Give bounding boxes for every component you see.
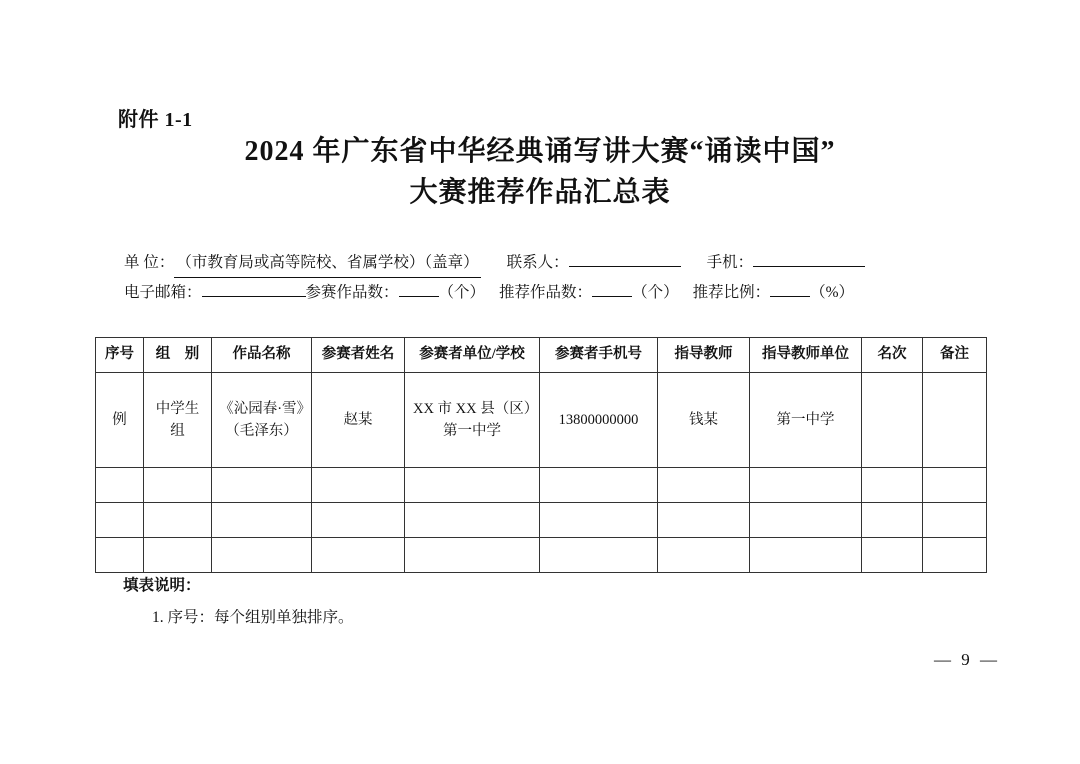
entry-count-label: 参赛作品数： [305, 284, 399, 302]
cell-instructor[interactable] [658, 538, 750, 573]
cell-work-title[interactable] [212, 468, 312, 503]
unit-value: （市教育局或高等院校、省属学校）（盖章） [174, 248, 480, 278]
email-label: 电子邮箱： [124, 284, 202, 302]
cell-participant-name[interactable] [312, 373, 405, 468]
cell-instructor-unit[interactable] [750, 538, 862, 573]
cell-group[interactable] [144, 468, 212, 503]
cell-instructor-unit[interactable] [750, 503, 862, 538]
th-participant-unit: 参赛者单位/学校 [405, 338, 540, 373]
title-line-1: 2024 年广东省中华经典诵写讲大赛“诵读中国” [244, 136, 836, 167]
cell-rank[interactable] [862, 503, 923, 538]
cell-instructor-unit[interactable] [750, 373, 862, 468]
form-meta-block [124, 248, 984, 308]
th-remark: 备注 [923, 338, 987, 373]
cell-rank[interactable] [862, 468, 923, 503]
contact-label: 联系人： [506, 254, 569, 271]
attachment-label: 附件 1-1 [118, 109, 193, 131]
title-line-2: 大赛推荐作品汇总表 [409, 176, 671, 208]
th-index: 序号 [96, 338, 144, 373]
entry-count-unit: （个） [438, 284, 486, 302]
unit-label: 单 位： [124, 254, 175, 271]
cell-index[interactable] [96, 503, 144, 538]
th-work-title: 作品名称 [212, 338, 312, 373]
cell-work-title[interactable] [212, 503, 312, 538]
cell-participant-unit[interactable] [405, 503, 540, 538]
cell-remark[interactable] [923, 503, 987, 538]
cell-text: 赵某 [343, 411, 373, 428]
th-rank: 名次 [862, 338, 923, 373]
cell-work-title[interactable] [212, 373, 312, 468]
recommendation-table [95, 337, 987, 573]
cell-rank[interactable] [862, 538, 923, 573]
cell-group[interactable] [144, 373, 212, 468]
page-title [120, 132, 960, 213]
notes-item-1: 1. 序号：每个组别单独排序。 [152, 609, 354, 626]
cell-text: 钱某 [689, 411, 718, 428]
table-row [96, 503, 987, 538]
cell-text: 《沁园春·雪》（毛泽东） [219, 400, 304, 439]
cell-remark[interactable] [923, 373, 987, 468]
ratio-unit: （%） [810, 284, 855, 302]
meta-row-1 [124, 248, 984, 278]
mobile-field[interactable] [753, 266, 865, 267]
cell-work-title[interactable] [212, 538, 312, 573]
th-instructor-unit: 指导教师单位 [750, 338, 862, 373]
cell-remark[interactable] [923, 538, 987, 573]
cell-group[interactable] [144, 538, 212, 573]
cell-text: 中学生组 [155, 400, 200, 439]
cell-remark[interactable] [923, 468, 987, 503]
cell-participant-phone[interactable] [540, 503, 658, 538]
notes-title: 填表说明： [123, 577, 201, 594]
recommend-count-unit: （个） [632, 284, 679, 302]
mobile-label: 手机： [706, 254, 754, 271]
cell-participant-name[interactable] [312, 538, 405, 573]
cell-instructor[interactable] [658, 373, 750, 468]
cell-instructor[interactable] [658, 503, 750, 538]
cell-text: 例 [112, 411, 127, 428]
cell-instructor-unit[interactable] [750, 468, 862, 503]
cell-rank[interactable] [862, 373, 923, 468]
cell-participant-phone[interactable] [540, 373, 658, 468]
recommend-count-label: 推荐作品数： [499, 284, 593, 302]
contact-field[interactable] [569, 266, 681, 267]
ratio-label: 推荐比例： [692, 284, 771, 302]
table-row [96, 468, 987, 503]
th-participant-phone: 参赛者手机号 [540, 338, 658, 373]
cell-index[interactable] [96, 373, 144, 468]
cell-participant-unit[interactable] [405, 538, 540, 573]
cell-group[interactable] [144, 503, 212, 538]
cell-index[interactable] [96, 468, 144, 503]
ratio-field[interactable] [770, 296, 810, 297]
cell-participant-name[interactable] [312, 468, 405, 503]
recommend-count-field[interactable] [592, 296, 632, 297]
entry-count-field[interactable] [399, 296, 439, 297]
cell-text: XX 市 XX 县（区）第一中学 [412, 400, 531, 439]
cell-text: 13800000000 [558, 411, 639, 428]
cell-instructor[interactable] [658, 468, 750, 503]
email-field[interactable] [202, 296, 306, 297]
table-header-row [96, 338, 987, 373]
cell-participant-unit[interactable] [405, 373, 540, 468]
th-instructor: 指导教师 [658, 338, 750, 373]
cell-index[interactable] [96, 538, 144, 573]
cell-participant-phone[interactable] [540, 468, 658, 503]
page-number: — 9 — [934, 650, 1000, 669]
th-group: 组 别 [144, 338, 212, 373]
cell-participant-name[interactable] [312, 503, 405, 538]
cell-participant-unit[interactable] [405, 468, 540, 503]
th-participant-name: 参赛者姓名 [312, 338, 405, 373]
table-row [96, 538, 987, 573]
meta-row-2 [124, 278, 984, 307]
cell-participant-phone[interactable] [540, 538, 658, 573]
table-row [96, 373, 987, 468]
cell-text: 第一中学 [776, 411, 835, 428]
